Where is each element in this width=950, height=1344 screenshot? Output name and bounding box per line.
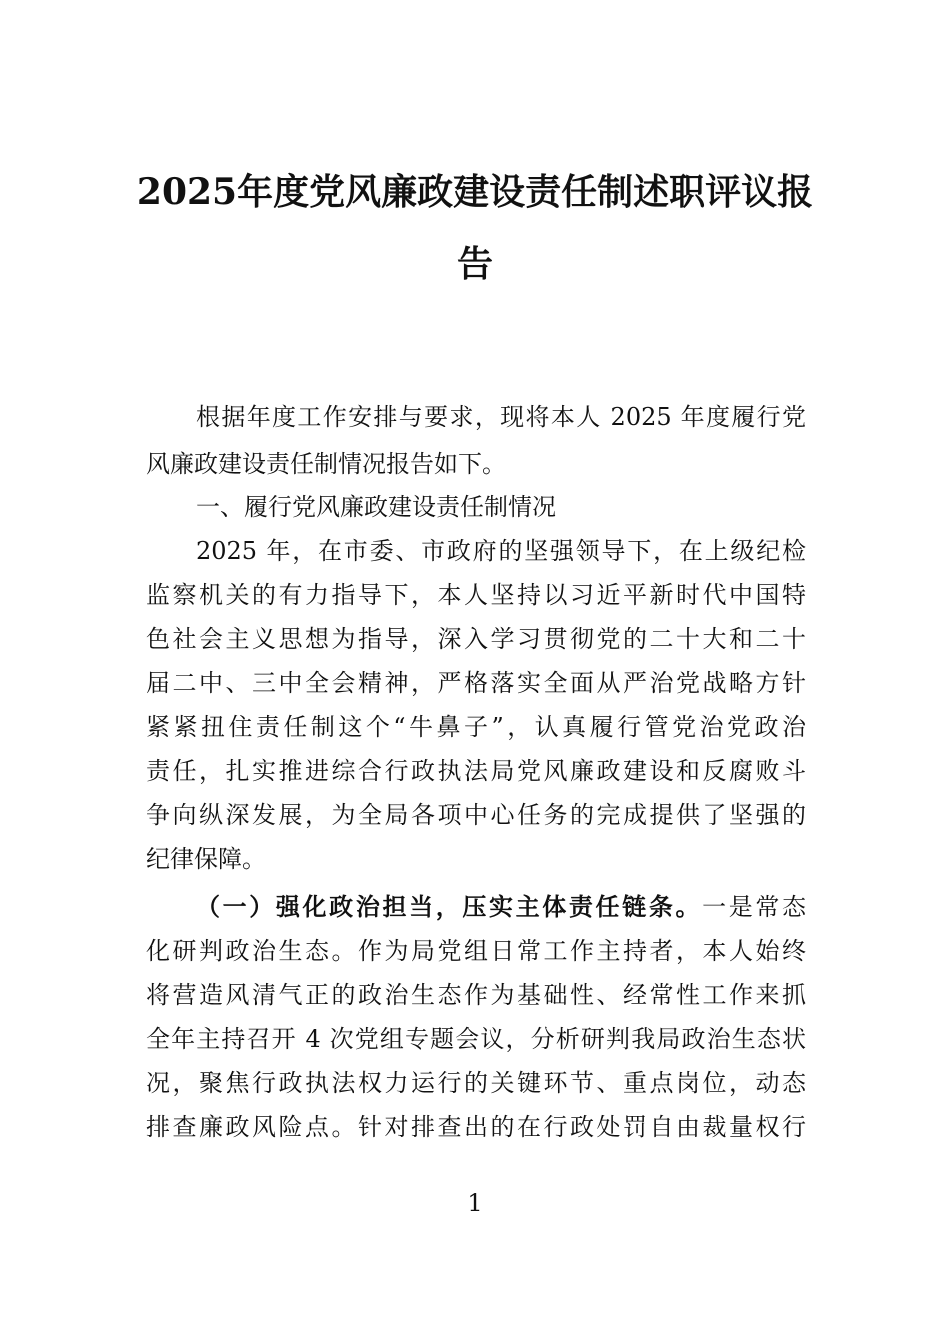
- subsection-1-first-line: [196, 890, 806, 924]
- section-heading-1: 一、履行党风廉政建设责任制情况: [196, 493, 556, 521]
- paragraph-1-line-3: 色社会主义思想为指导，深入学习贯彻党的二十大和二十: [146, 625, 806, 653]
- paragraph-1-line-1: 2025 年，在市委、市政府的坚强领导下，在上级纪检: [196, 537, 806, 565]
- intro-line-1: 根据年度工作安排与要求，现将本人 2025 年度履行党: [196, 403, 806, 431]
- paragraph-1-line-5: 紧紧扭住责任制这个“牛鼻子”，认真履行管党治党政治: [146, 713, 806, 741]
- paragraph-2-line-5: 排查廉政风险点。针对排查出的在行政处罚自由裁量权行: [146, 1113, 806, 1141]
- subsection-1-first-line-text: 一是常态: [702, 893, 807, 921]
- paragraph-2-line-2: 将营造风清气正的政治生态作为基础性、经常性工作来抓: [146, 981, 806, 1009]
- document-title-line-1: 2025年度党风廉政建设责任制述职评议报: [136, 171, 814, 213]
- subsection-1-heading: （一）强化政治担当，压实主体责任链条。: [196, 892, 703, 921]
- intro-line-2: 风廉政建设责任制情况报告如下。: [146, 450, 506, 478]
- paragraph-1-line-8: 纪律保障。: [146, 845, 266, 873]
- paragraph-1-line-2: 监察机关的有力指导下，本人坚持以习近平新时代中国特: [146, 581, 806, 609]
- paragraph-2-line-4: 况，聚焦行政执法权力运行的关键环节、重点岗位，动态: [146, 1069, 806, 1097]
- paragraph-1-line-4: 届二中、三中全会精神，严格落实全面从严治党战略方针: [146, 669, 806, 697]
- page-number: 1: [467, 1189, 483, 1217]
- paragraph-2-line-1: 化研判政治生态。作为局党组日常工作主持者，本人始终: [146, 937, 806, 965]
- paragraph-1-line-7: 争向纵深发展，为全局各项中心任务的完成提供了坚强的: [146, 801, 806, 829]
- paragraph-1-line-6: 责任，扎实推进综合行政执法局党风廉政建设和反腐败斗: [146, 757, 806, 785]
- document-title-line-2: 告: [456, 243, 493, 285]
- paragraph-2-line-3: 全年主持召开 4 次党组专题会议，分析研判我局政治生态状: [146, 1025, 806, 1053]
